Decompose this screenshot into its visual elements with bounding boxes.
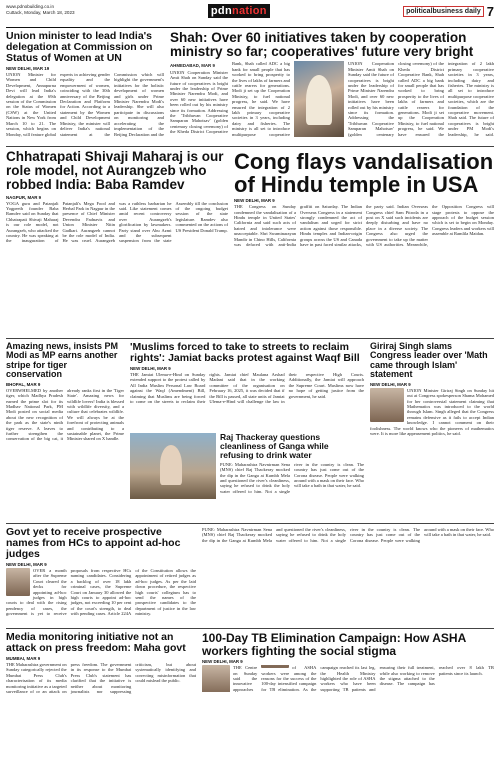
story-un-delegation <box>6 31 164 143</box>
masthead-bar <box>6 4 494 26</box>
story-shah-cooperation <box>170 31 494 143</box>
article-body: OVERWHELMED by another tiger, which Madhya Pradesh earned the prime slot for its Madhav National Park, PM Modi posted on social media about the new recognition of the park as the state's ninth tiger reserve. A leaves to further strengthen the conservation of the big cat, it already ranks first in the 'Tiger State'. Amazing news for wildlife lovers! India is blessed with wildlife diversity, and a culture that celebrates wildlife. We will always be at the forefront of protecting animals and contributing to a sustainable planet, the Prime Minister shared on X handle. <box>6 387 124 442</box>
article-body: UNION Minister for Women and Child Development, Annapurna Devi will lead India's delegation at the 69th session of the Commission on the Status of Women (CSW) at the United Nations in New York from March 10 to 21. The session, which begins on Monday, will feature global experts in achieving gender equality and the empowerment of women, coinciding with the 30th anniversary of the Beijing Declaration and Platform for Action. According to a statement by the Women and Child Development Ministry, the minister will deliver India's national statement at the Commission which will highlight the government's initiatives for the holistic development of women and girls under Prime Minister Narendra Modi's leadership. She will also participate in discussions on monitoring and accelerating the implementation of the Beijing Declaration and the <box>6 72 164 137</box>
article-body: YOGA guru and Patanjali Yogpeeth founder Baba Ramdev said on Sunday that Chhatrapati Shivaji Maharaj is our role model, not Aurangzeb, who attacked the country. He was speaking at the inauguration of Patanjali's Mega Food and Herbal Park in Nagpur in the presence of Chief Minister Devendra Fadnavis and Union Minister Nitin Gadkari. Aurangzeb cannot be the role model of India. He was cruel. Aurangzeb was a ruthless barbarian he said. Like statement comes amid recent controversy over Aurangzeb's glorification by lawmakers. Party stand over Abu Azmi and the subsequent suspension from the state Assembly till the conclusion of the ongoing budget session of the state legislature. Ramdev also commented on the actions of US President Donald Trump. <box>6 200 228 244</box>
headline: Giriraj Singh slams Congress leader over 'Math came through Islam' statement <box>370 341 488 380</box>
pdn-nation-logo: pdnnation <box>208 4 270 18</box>
article-body: PUNE: Maharashtra Navnirman Sena (MNS) chief Raj Thackeray mocked the dip in the Ganga at Kumbh Mela and questioned the river's cleanliness, saying he refused to drink the holy water offered to him. Not a single river in the country is clean. The country has just come out of the Corona disease. People were walking around with a mask on their face. Who will take a bath in that water, he said. <box>220 461 364 494</box>
story-adhoc-judges <box>6 527 196 625</box>
court-photo <box>6 568 30 596</box>
article-body-continued: PUNE: Maharashtra Navnirman Sena (MNS) chief Raj Thackeray mocked the dip in the Ganga at Kumbh Mela and questioned the river's cleanliness, saying he refused to drink the holy water offered to him. Not a single river in the country is clean. The country has just come out of the Corona disease. People were walking around with a mask on their face. Who will take a bath in that water, he said. <box>202 527 494 543</box>
dateline: BHOPAL, MAR 9 <box>6 381 41 387</box>
article-body: UNION Minister Giriraj Singh on Sunday hit out at Congress spokesperson Shama Mohamed for her controversial statement claiming that Mathematics was introduced to the world through Islam. Singh alleged that the Congress remains defensive as it fails to accept Indian knowledge. I cannot comment on their foolishness. The world knows who the pioneers of mathematics were. It is more like appeasement politics, he said. <box>370 387 494 436</box>
article-body: THE Congress on Sunday condemned the vandalisation of a Hindu temple in United States' California and said such acts of hatred and intolerance were unacceptable. Shri Swaminarayan Mandir in Chino Hills, California was defaced with anti-India graffiti on Saturday. The Indian Overseas Congress in a statement strongly condemned the act of vandalism and urged for strict action against those responsible. Hindu temples and Indian-origin groups across the US and Canada have in past faced similar attacks, the party said. Indian Overseas Congress chief Sam Pitroda in a post on X said such incidents are deeply disturbing and have no place in a diverse society. The Congress also urged the government to take up the matter with US authorities. Meanwhile, the Opposition Congress will stage protests to oppose the approach of the budget session which is set to begin on Monday. Congress leaders and workers will assemble at Ramlila Maidan. <box>234 204 494 248</box>
dateline: NEW DELHI, MAR 9 <box>202 659 243 665</box>
ganga-photo <box>130 433 216 499</box>
brand-logo: politicalbusiness daily <box>403 6 484 17</box>
masthead-meta <box>6 4 75 15</box>
masthead-right <box>403 4 494 19</box>
divider <box>6 146 494 147</box>
headline: Raj Thackeray questions cleanliness of Ganga while refusing to drink water <box>220 432 329 460</box>
story-ramdev <box>6 150 228 335</box>
headline: Shah: Over 60 initiatives taken by cooperation ministry so far; cooperatives' future very bright <box>170 30 474 60</box>
story-tb-campaign <box>202 632 494 732</box>
dateline: NEW DELHI, MAR 9 <box>370 381 411 387</box>
dateline: NAGPUR, MAR 9 <box>6 194 42 200</box>
article-body: OVER a month after the Supreme Court cleared the decks for appointing ad-hoc judges in high courts to deal with the rising pendency of cases, the government is yet to receive proposals from respective HCs naming candidates. Considering a backlog of over 18 lakh criminal cases, the Supreme Court on January 30 allowed the high courts to appoint ad-hoc judges, not exceeding 10 per cent of the court's strength, to deal with pending cases. Article 224A of the Constitution allows the appointment of retired judges as ad-hoc judges. As per the laid down procedure, the respective high courts' collegium has to send the names of the prospective candidates to the department of justice in the law ministry. <box>6 568 196 617</box>
headline: 100-Day TB Elimination Campaign: How ASHA workers fighting the social stigma <box>202 631 466 658</box>
story-tiger-reserve <box>6 342 124 520</box>
headline: Cong flays vandalisation of Hindu temple in USA <box>234 149 494 198</box>
section-logo <box>208 4 270 18</box>
article-body: THE Centre on Sunday said the innovative approaches of ASHA workers were among the reasons for the success of the 100-day intensified campaign for TB elimination. As the campaign reached its last leg, the Health Ministry highlighted the role of ASHA workers who have been supporting TB patients and ensuring their full treatment, while also working to remove the stigma attached to the disease. The campaign has reached over 8 lakh TB patients since its launch. <box>202 665 494 727</box>
dateline: NEW DELHI, MAR 9 <box>130 366 171 372</box>
story-ganga-continued <box>202 527 494 625</box>
shah-photo <box>294 61 344 137</box>
headline: Amazing news, insists PM Modi as MP earns another stripe for tiger conservation <box>6 341 119 380</box>
website-text: www.pdnobuilding.co.in <box>6 4 55 9</box>
story-media-monitoring <box>6 632 196 732</box>
headline: Media monitoring initiative not an attack on press freedom: Maha govt <box>6 631 186 655</box>
headline: Govt yet to receive prospective names from HCs to appoint ad-hoc judges <box>6 526 181 561</box>
row-second <box>6 150 494 335</box>
article-body: THE Maharashtra government on Sunday categorically rejected the Mumbai Press Club's characterisation of its media monitoring initiative as a targeted surveillance of or an attack on press freedom. The government in its response to the Mumbai Press Club's statement has clarified that the initiative is neither about monitoring journalists nor suppressing criticism, but about systematically identifying and correcting misinformation that could mislead the public. <box>6 662 196 695</box>
divider <box>6 338 494 339</box>
dateline: MUMBAI, MAR 9 <box>6 656 41 662</box>
row-fourth <box>6 527 494 625</box>
story-giriraj <box>370 342 494 520</box>
date-text: Cuttack, Monday, March 18, 2023 <box>6 9 75 15</box>
headline: Union minister to lead India's delegation at Commission on Status of Women at UN <box>6 30 153 65</box>
dateline: NEW DELHI, MAR 9 <box>234 198 275 204</box>
masthead-rule <box>6 27 494 28</box>
giriraj-photo <box>370 388 404 422</box>
article-body: THE Jamiat Ulema-e-Hind on Sunday extended support to the protest called by All India Muslim Personal Law Board against the Waqf (Amendment) Bill, claiming that Muslims are being forced to come on the streets to reclaim their rights. Jamiat chief Maulana Arshad Madani said that in the working committee of the organisation on February 16, 2025, it was decided that if the Bill is passed, all state units of Jamiat Ulema-e-Hind will challenge the law in their respective High Courts. Additionally, the Jamiat will approach the Supreme Court. Muslims now have no hope of getting justice from the government, he said. <box>130 372 364 405</box>
dateline: NEW DELHI, MAR 9 <box>6 562 47 568</box>
row-bottom <box>6 632 494 732</box>
headline: 'Muslims forced to take to streets to reclaim rights': Jamiat backs protest against Waqf Bill <box>130 341 360 365</box>
article-body: AHMEDABAD, MAR 9 UNION Cooperation Minister Amit Shah on Sunday said the future of cooperatives is bright under the leadership of Prime Minister Narendra Modi, and over 60 new initiatives have been rolled out by his ministry since its formation. Addressing the 'Tribhuvan Cooperative Samparan Mahotsav' (golden centenary closing ceremony) of the Kheda District Cooperative Bank, Shah called ADC a big bank for small people that has worked to bring prosperity to the lives of lakhs of farmers and cattle rearers for generations. Modi ji set up the Cooperation Ministry, to fuel national progress, he said. We have ensured the integration of 2 lakh primary cooperative societies in 3 years, including dairy and fisheries. The ministry is all set to introduce multipurpose cooperative <box>170 61 290 137</box>
story-jamiat-waqf <box>130 342 364 520</box>
page-number: 7 <box>486 4 494 19</box>
story-raj-thackeray <box>220 433 364 506</box>
article-body-continued: UNION Cooperation Minister Amit Shah on Sunday said the future of cooperatives is bright under the leadership of Prime Minister Narendra Modi, and over 60 new initiatives have been rolled out by his ministry since its formation. Addressing the 'Tribhuvan Cooperative Samparan Mahotsav' (golden centenary closing ceremony) of the Kheda District Cooperative Bank, Shah called ADC a big bank for small people that has worked to bring prosperity to the lives of lakhs of farmers and cattle rearers for generations. Modi ji set up the Cooperation Ministry, to fuel national progress, he said. We have ensured the integration of 2 lakh primary cooperative societies in 3 years, including dairy and fisheries. The ministry is all set to introduce multipurpose cooperative societies, which are the foundation of the cooperative movement. Shah said. The future of cooperatives is bright under PM Modi's leadership, he said. <box>348 61 494 137</box>
headline: Chhatrapati Shivaji Maharaj is our role model, not Aurangzeb who robbed India: Baba Ramdev <box>6 149 224 193</box>
row-third <box>6 342 494 520</box>
story-temple-vandalisation <box>234 150 494 335</box>
row-top <box>6 31 494 143</box>
dateline: NEW DELHI, MAR 19 <box>6 66 50 72</box>
